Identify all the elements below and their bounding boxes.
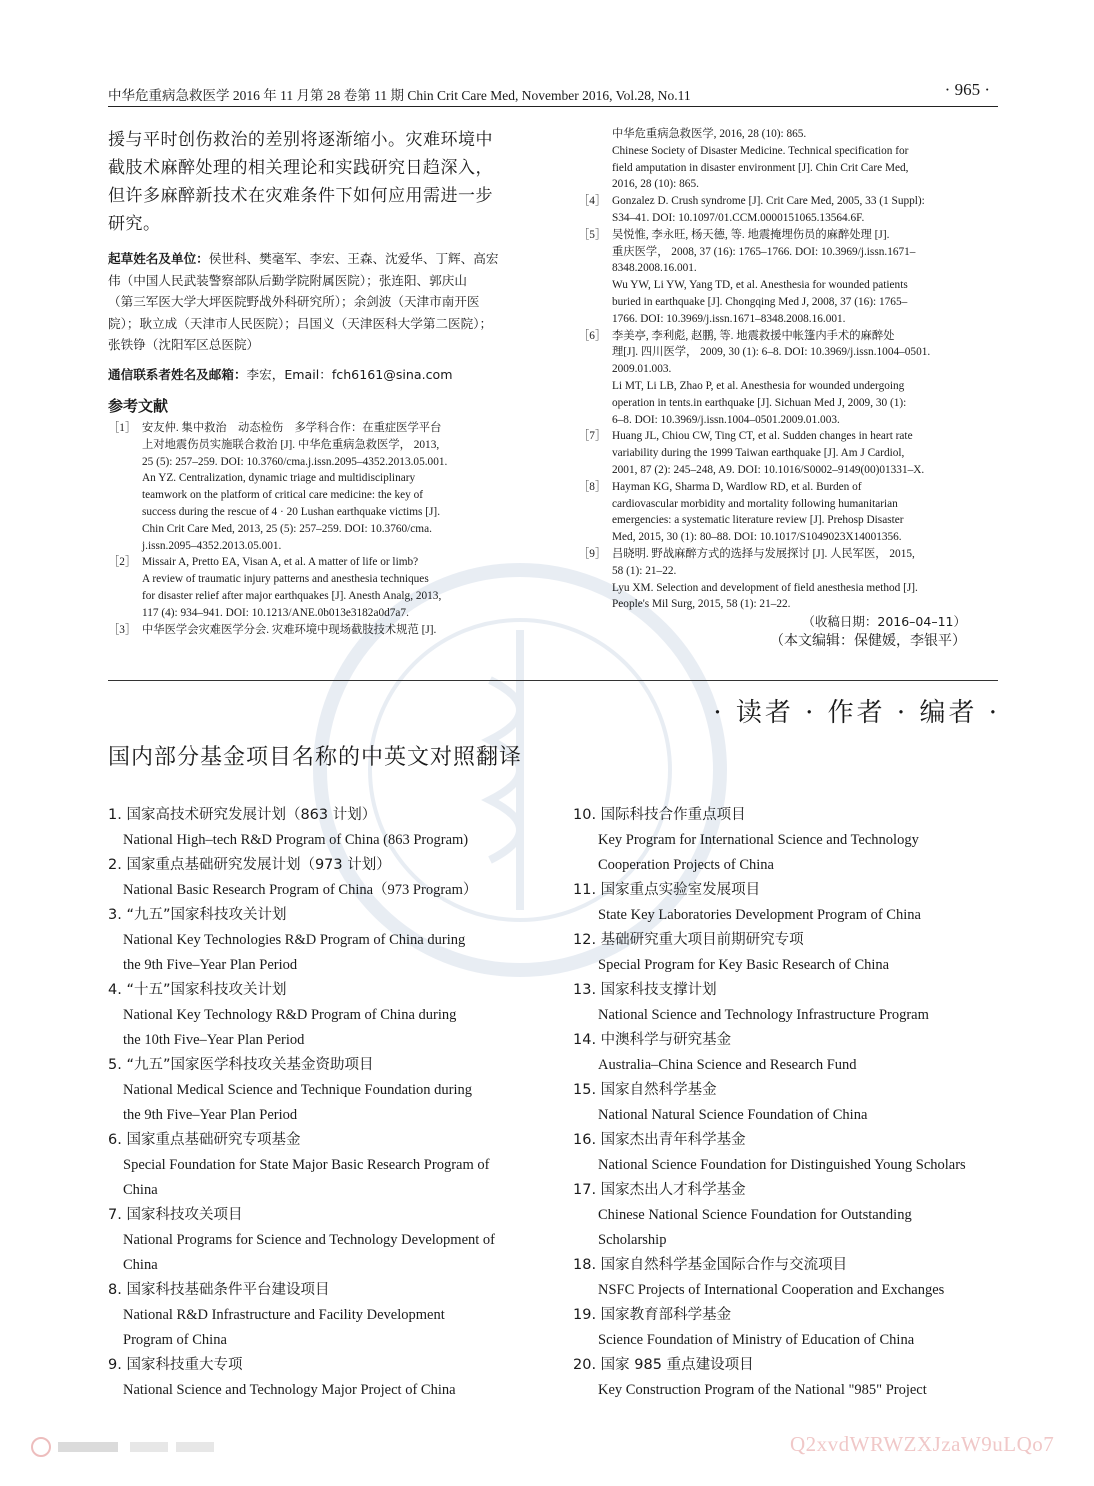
reference-3-continuation	[578, 126, 1000, 193]
drafters-line: （第三军医大学大坪医院野战外科研究所）；余剑波（天津市南开医	[108, 294, 480, 309]
reference-line: 中华危重病急救医学, 2016, 28 (10): 865.	[612, 128, 807, 140]
reference-line: emergencies: a systematic literature review [J]. Prehosp Disaster	[612, 514, 904, 527]
translation-item	[573, 878, 1003, 928]
translation-english: China	[123, 1182, 158, 1198]
editors-note: （本文编辑：保健媛，李银平）	[770, 633, 966, 650]
running-title: 中华危重病急救医学 2016 年 11 月第 28 卷第 11 期 Chin Crit Care Med, November 2016, Vol.28, No.11	[108, 88, 691, 103]
drafters-block	[108, 248, 536, 356]
reference-number: ［9］	[578, 547, 607, 560]
intro-line: 截肢术麻醉处理的相关理论和实践研究日趋深入，	[108, 158, 493, 178]
translation-chinese: 17. 国家杰出人才科学基金	[573, 1182, 746, 1198]
reference-line: variability during the 1999 Taiwan earthquake [J]. Am J Cardiol,	[612, 447, 905, 460]
reference-line: S34–41. DOI: 10.1097/01.CCM.0000151065.13564.6F.	[612, 211, 865, 224]
translation-english: Science Foundation of Ministry of Education of China	[598, 1332, 915, 1348]
received-date: （收稿日期：2016–04–11）	[802, 614, 966, 630]
header-rule	[108, 106, 998, 107]
translation-english: Special Foundation for State Major Basic Research Program of	[123, 1157, 490, 1173]
translation-chinese: 8. 国家科技基础条件平台建设项目	[108, 1282, 330, 1298]
translation-english: National Science and Technology Infrastructure Program	[598, 1007, 929, 1023]
reference-line: Hayman KG, Sharma D, Wardlow RD, et al. Burden of	[612, 480, 862, 493]
reference-item	[578, 546, 1000, 613]
left-column	[108, 126, 536, 638]
reference-number: ［8］	[578, 480, 607, 493]
translation-chinese: 3. “九五”国家科技攻关计划	[108, 907, 287, 923]
section-divider	[108, 680, 998, 681]
reference-line: Med, 2015, 30 (1): 80–88. DOI: 10.1017/S1049023X14001356.	[612, 531, 902, 544]
translation-chinese: 4. “十五”国家科技攻关计划	[108, 982, 287, 998]
reference-line: An YZ. Centralization, dynamic triage and multidisciplinary	[142, 472, 416, 485]
reference-number: ［2］	[108, 556, 137, 569]
translation-item	[108, 903, 548, 978]
reference-number: ［4］	[578, 195, 607, 208]
drafters-label: 起草姓名及单位：	[108, 251, 209, 266]
translation-english: Program of China	[123, 1332, 227, 1348]
translation-item	[108, 1053, 548, 1128]
reference-item	[578, 328, 1000, 429]
intro-line: 援与平时创伤救治的差别将逐渐缩小。灾难环境中	[108, 130, 493, 150]
reference-line: 1766. DOI: 10.3969/j.issn.1671–8348.2008.16.001.	[612, 312, 846, 325]
reference-item	[578, 227, 1000, 328]
translation-english: Australia–China Science and Research Fund	[598, 1057, 857, 1073]
translation-english: Scholarship	[598, 1232, 667, 1248]
reference-line: 理[J]. 四川医学， 2009, 30 (1): 6–8. DOI: 10.3969/j.issn.1004–0501.	[612, 346, 931, 359]
reference-number: ［3］	[108, 623, 137, 636]
reference-line: field amputation in disaster environment [J]. Chin Crit Care Med,	[612, 161, 909, 174]
reference-item	[108, 554, 536, 621]
translation-chinese: 2. 国家重点基础研究发展计划（973 计划）	[108, 857, 391, 873]
translation-item	[573, 1178, 1003, 1253]
translation-item	[573, 978, 1003, 1028]
translation-item	[108, 803, 548, 853]
reference-line: 2001, 87 (2): 245–248, A9. DOI: 10.1016/S0002–9149(00)01331–X.	[612, 463, 925, 476]
translation-english: National Science Foundation for Distinguished Young Scholars	[598, 1157, 966, 1173]
translation-item	[108, 1353, 548, 1403]
translation-item	[108, 1203, 548, 1278]
reference-line: Huang JL, Chiou CW, Ting CT, et al. Sudden changes in heart rate	[612, 430, 913, 443]
translation-english: National Science and Technology Major Project of China	[123, 1382, 456, 1398]
reference-line: Wu YW, Li YW, Yang TD, et al. Anesthesia for wounded patients	[612, 279, 908, 292]
translation-item	[108, 1278, 548, 1353]
translation-chinese: 10. 国际科技合作重点项目	[573, 807, 746, 823]
translation-english: National Programs for Science and Technology Development of	[123, 1232, 495, 1248]
intro-line: 研究。	[108, 214, 161, 234]
reference-line: teamwork on the platform of critical care medicine: the key of	[142, 489, 424, 502]
translation-item	[573, 1353, 1003, 1403]
translation-english: National High–tech R&D Program of China (863 Program)	[123, 832, 469, 848]
translation-item	[573, 1028, 1003, 1078]
reference-line: Missair A, Pretto EA, Visan A, et al. A matter of life or limb?	[142, 556, 419, 569]
reference-line: 吕晓明. 野战麻醉方式的选择与发展探讨 [J]. 人民军医， 2015,	[612, 547, 915, 560]
reference-line: Li MT, Li LB, Zhao P, et al. Anesthesia for wounded undergoing	[612, 379, 905, 392]
translation-item	[573, 928, 1003, 978]
reference-line: success during the rescue of 4 · 20 Lushan earthquake victims [J].	[142, 505, 441, 518]
reference-line: 2016, 28 (10): 865.	[612, 178, 699, 191]
intro-paragraph	[108, 126, 536, 238]
translation-item	[573, 803, 1003, 878]
translation-english: National Basic Research Program of China（973 Program）	[123, 882, 478, 898]
reference-item	[108, 622, 536, 639]
reference-line: Gonzalez D. Crush syndrome [J]. Crit Care Med, 2005, 33 (1 Suppl):	[612, 195, 925, 208]
reference-number: ［5］	[578, 228, 607, 241]
translation-item	[108, 853, 548, 903]
translation-english: Cooperation Projects of China	[598, 857, 774, 873]
translation-english: Chinese National Science Foundation for Outstanding	[598, 1207, 912, 1223]
references-heading: 参考文献	[108, 397, 169, 415]
reference-item	[578, 428, 1000, 478]
translation-english: National Key Technologies R&D Program of China during	[123, 932, 466, 948]
section-label: · 读者 · 作者 · 编者 ·	[713, 698, 1000, 728]
translation-chinese: 14. 中澳科学与研究基金	[573, 1032, 732, 1048]
reference-line: 李美亭, 李利彪, 赵鹏, 等. 地震救援中帐篷内手术的麻醉处	[612, 329, 895, 342]
translation-english: China	[123, 1257, 158, 1273]
translation-english: the 9th Five–Year Plan Period	[123, 1107, 298, 1123]
reference-line: 117 (4): 934–941. DOI: 10.1213/ANE.0b013e3182a0d7a7.	[142, 606, 409, 619]
correspondence-value: 李宏，Email：fch6161@sina.com	[246, 366, 453, 382]
reference-line: People's Mil Surg, 2015, 58 (1): 21–22.	[612, 598, 791, 611]
translation-chinese: 9. 国家科技重大专项	[108, 1357, 243, 1373]
reference-line: operation in tents.in earthquake [J]. Sichuan Med J, 2009, 30 (1):	[612, 396, 907, 409]
reference-line: 上对地震伤员实施联合救治 [J]. 中华危重病急救医学， 2013,	[142, 438, 440, 451]
reference-line: 安友仲. 集中救治 动态检伤 多学科合作：在重症医学平台	[142, 422, 442, 434]
drafters-line: 伟（中国人民武装警察部队后勤学院附属医院）；张连阳、郭庆山	[108, 272, 467, 288]
translation-list-right	[573, 803, 1003, 1403]
translation-chinese: 20. 国家 985 重点建设项目	[573, 1357, 754, 1373]
right-column	[578, 126, 1000, 651]
translation-english: Key Construction Program of the National "985" Project	[598, 1382, 927, 1398]
reference-line: Lyu XM. Selection and development of field anesthesia method [J].	[612, 581, 918, 594]
translation-english: National R&D Infrastructure and Facility Development	[123, 1307, 445, 1323]
reference-line: Chin Crit Care Med, 2013, 25 (5): 257–259. DOI: 10.3760/cma.	[142, 522, 432, 535]
page-number: · 965 ·	[944, 80, 990, 99]
translation-item	[573, 1303, 1003, 1353]
translation-chinese: 7. 国家科技攻关项目	[108, 1207, 243, 1223]
intro-line: 但许多麻醉新技术在灾难条件下如何应用需进一步	[108, 186, 493, 206]
translation-english: Key Program for International Science and Technology	[598, 832, 919, 848]
reference-line: A review of traumatic injury patterns and anesthesia techniques	[142, 573, 429, 586]
reference-line: buried in earthquake [J]. Chongqing Med J, 2008, 37 (16): 1765–	[612, 295, 908, 308]
translation-chinese: 18. 国家自然科学基金国际合作与交流项目	[573, 1257, 848, 1273]
translation-english: Special Program for Key Basic Research of China	[598, 957, 890, 973]
references-list-right	[578, 193, 1000, 613]
translation-chinese: 5. “九五”国家医学科技攻关基金资助项目	[108, 1057, 374, 1073]
translation-english: NSFC Projects of International Cooperation and Exchanges	[598, 1282, 945, 1298]
reference-line: 25 (5): 257–259. DOI: 10.3760/cma.j.issn.2095–4352.2013.05.001.	[142, 455, 448, 468]
translation-chinese: 1. 国家高技术研究发展计划（863 计划）	[108, 807, 377, 823]
translation-english: National Key Technology R&D Program of China during	[123, 1007, 457, 1023]
translation-chinese: 12. 基础研究重大项目前期研究专项	[573, 932, 804, 948]
reference-line: 6–8. DOI: 10.3969/j.issn.1004–0501.2009.01.003.	[612, 413, 840, 426]
reference-line: 8348.2008.16.001.	[612, 262, 697, 275]
translation-chinese: 16. 国家杰出青年科学基金	[573, 1132, 746, 1148]
translation-english: National Natural Science Foundation of China	[598, 1107, 868, 1123]
translation-chinese: 6. 国家重点基础研究专项基金	[108, 1132, 301, 1148]
references-list-left	[108, 420, 536, 638]
reference-line: 重庆医学， 2008, 37 (16): 1765–1766. DOI: 10.3969/j.issn.1671–	[612, 245, 916, 258]
drafters-line: 侯世科、樊毫军、李宏、王森、沈爱华、丁辉、高宏	[208, 251, 499, 266]
translation-chinese: 11. 国家重点实验室发展项目	[573, 882, 761, 898]
translation-chinese: 15. 国家自然科学基金	[573, 1082, 717, 1098]
reference-item	[108, 420, 536, 554]
reference-line: j.issn.2095–4352.2013.05.001.	[142, 539, 282, 552]
reference-line: Chinese Society of Disaster Medicine. Technical specification for	[612, 144, 909, 157]
translation-list-left	[108, 803, 548, 1403]
translation-english: the 10th Five–Year Plan Period	[123, 1032, 305, 1048]
correspondence-label: 通信联系者姓名及邮箱：	[108, 366, 247, 382]
translation-chinese: 19. 国家教育部科学基金	[573, 1307, 732, 1323]
publisher-logo-icon	[30, 1436, 220, 1458]
reference-number: ［7］	[578, 430, 607, 443]
translation-item	[108, 978, 548, 1053]
drafters-line: 院）；耿立成（天津市人民医院）；吕国义（天津医科大学第二医院）；	[108, 315, 493, 331]
translation-item	[573, 1253, 1003, 1303]
reference-line: for disaster relief after major earthquakes [J]. Anesth Analg, 2013,	[142, 589, 442, 602]
translation-item	[573, 1128, 1003, 1178]
drafters-line: 张铁铮（沈阳军区总医院）	[108, 337, 260, 352]
translation-chinese: 13. 国家科技支撑计划	[573, 982, 717, 998]
footer-code: Q2xvdWRWZXJzaW9uLQo7	[790, 1432, 1055, 1456]
reference-item	[578, 479, 1000, 546]
translation-english: National Medical Science and Technique Foundation during	[123, 1082, 473, 1098]
translation-english: the 9th Five–Year Plan Period	[123, 957, 298, 973]
reference-line: 吴悦惟, 李永旺, 杨天德, 等. 地震掩埋伤员的麻醉处理 [J].	[612, 228, 890, 241]
reference-line: cardiovascular morbidity and mortality following humanitarian	[612, 497, 898, 510]
section-title: 国内部分基金项目名称的中英文对照翻译	[108, 745, 523, 770]
reference-item	[578, 193, 1000, 227]
reference-number: ［1］	[108, 422, 137, 434]
reference-line: 2009.01.003.	[612, 363, 672, 376]
correspondence-block	[108, 364, 536, 386]
reference-number: ［6］	[578, 329, 607, 342]
reference-line: 58 (1): 21–22.	[612, 564, 677, 577]
translation-item	[573, 1078, 1003, 1128]
reference-line: 中华医学会灾难医学分会. 灾难环境中现场截肢技术规范 [J].	[142, 623, 437, 636]
running-header	[108, 82, 998, 106]
translation-item	[108, 1128, 548, 1203]
translation-english: State Key Laboratories Development Program of China	[598, 907, 921, 923]
